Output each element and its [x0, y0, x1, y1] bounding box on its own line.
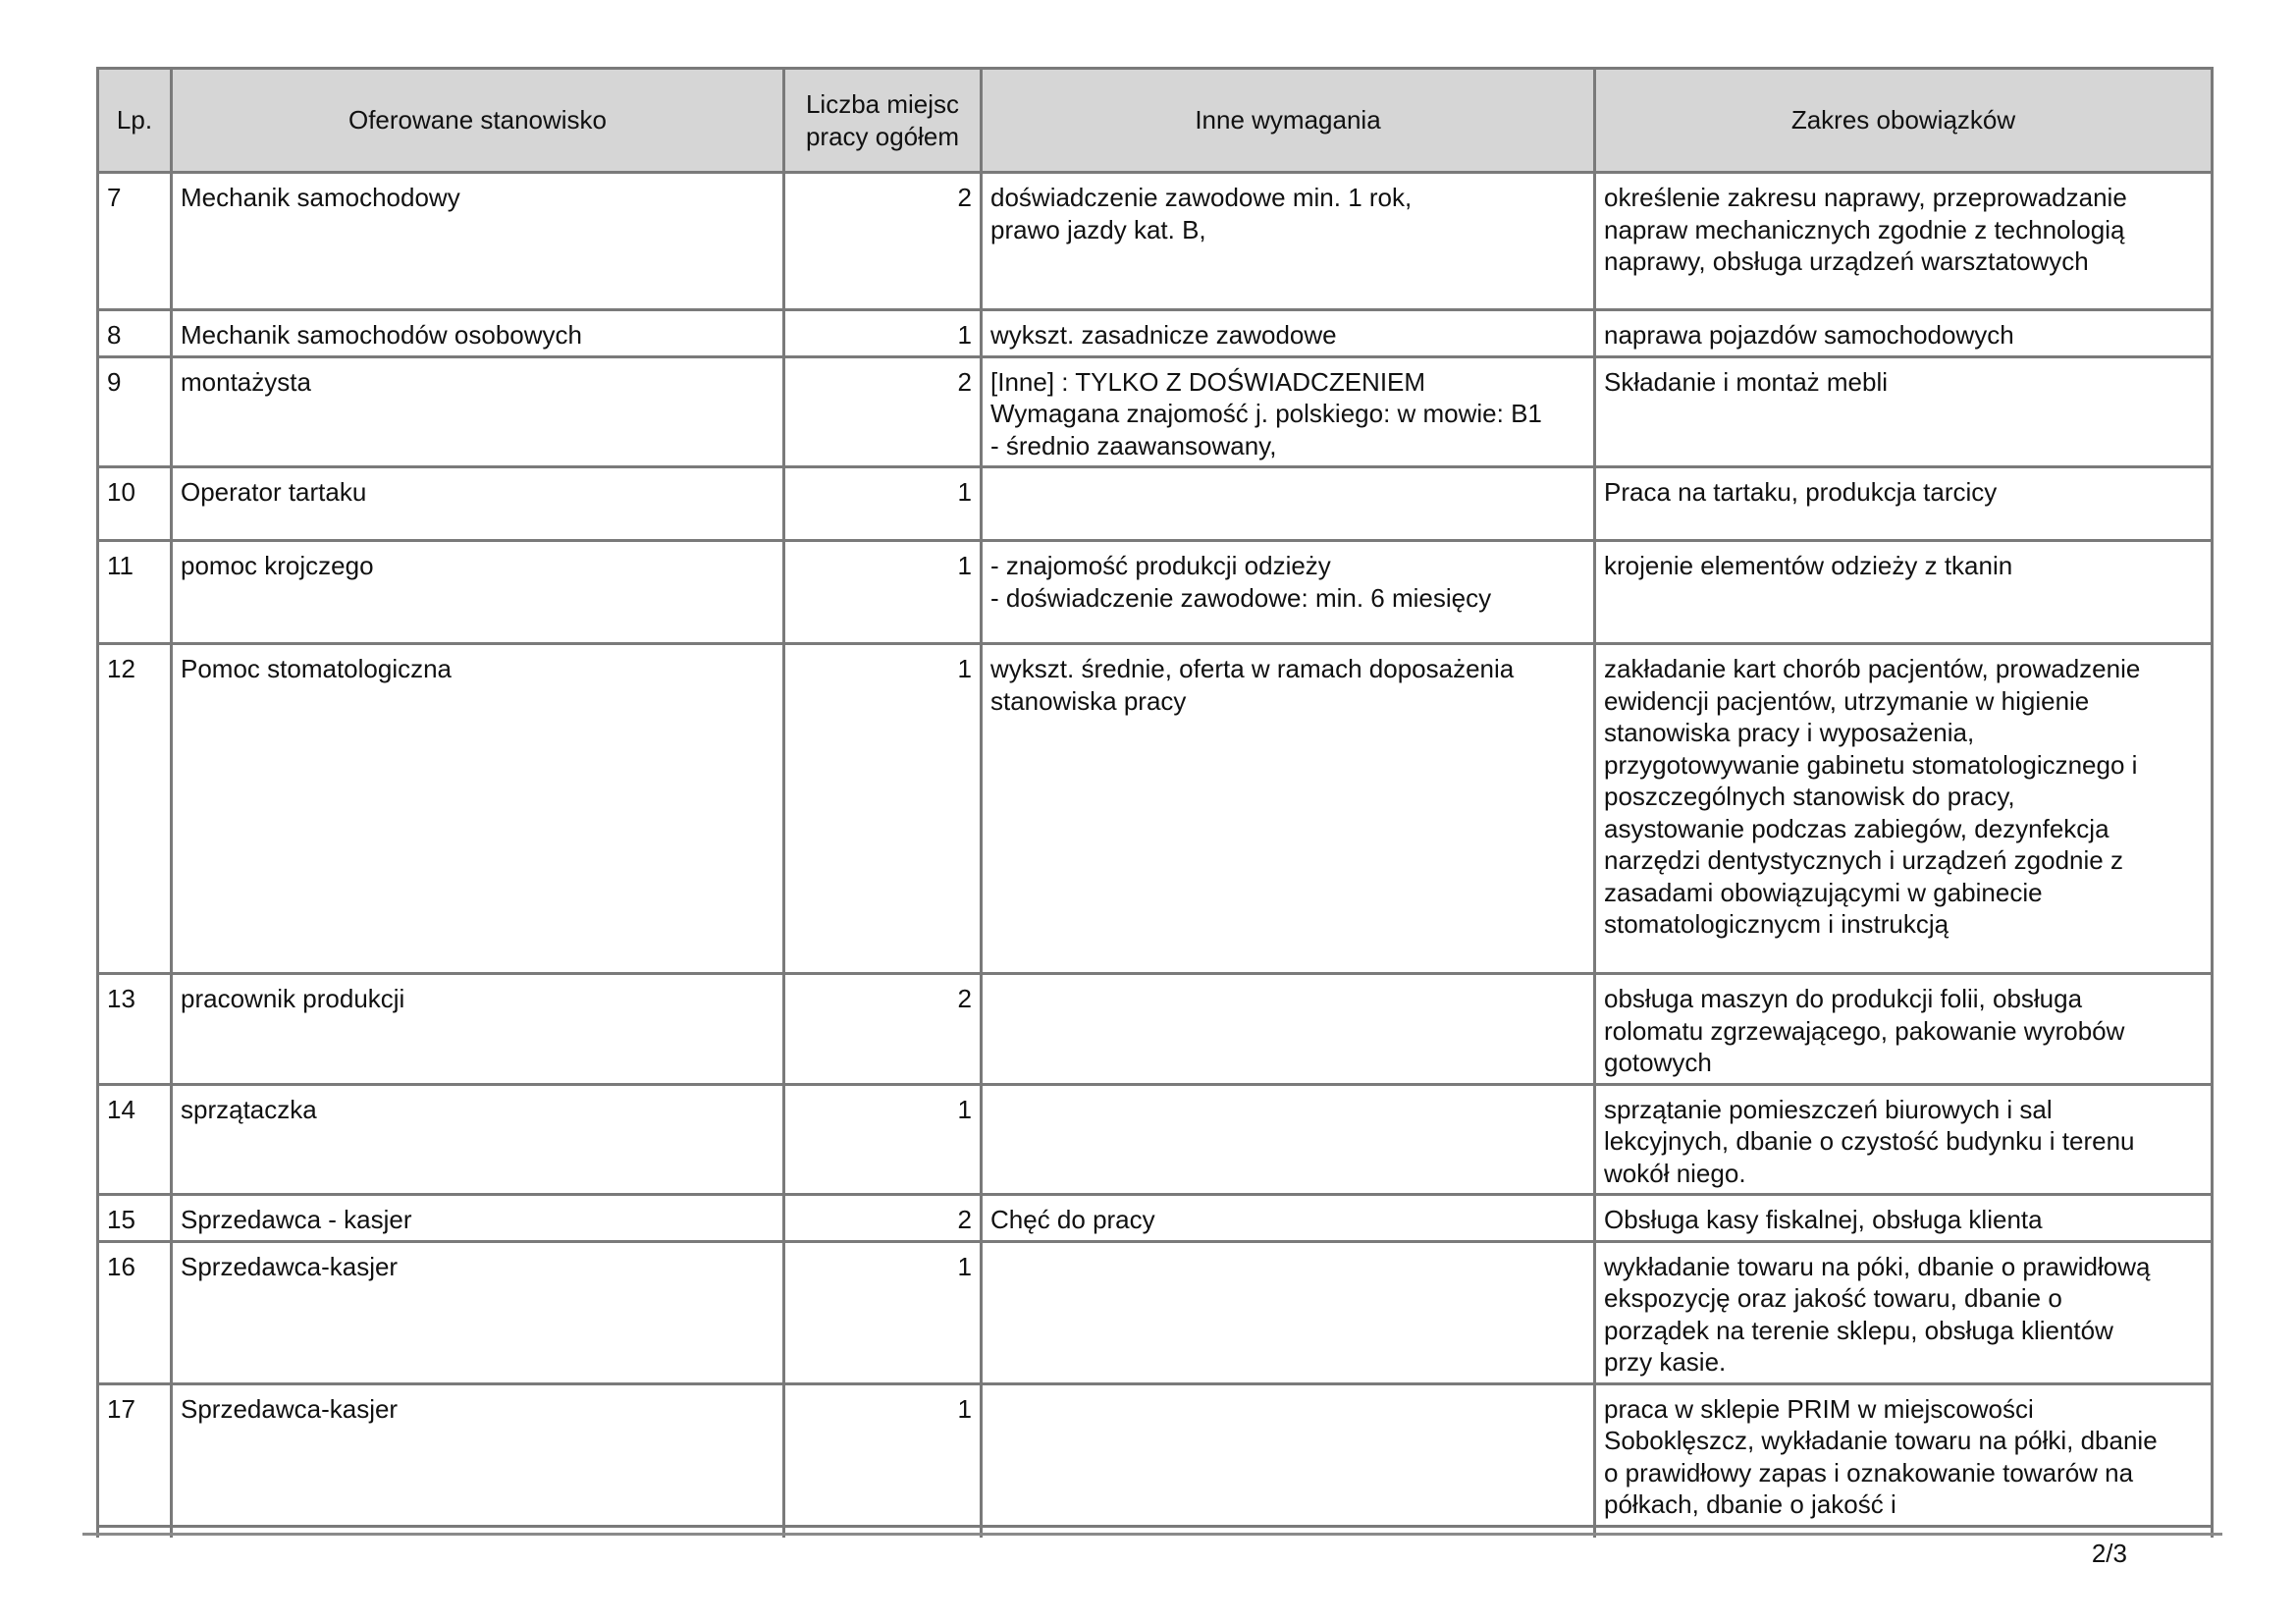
header-count: Liczba miejsc pracy ogółem	[784, 69, 982, 173]
cell-lp: 10	[98, 467, 172, 541]
cell-duties: sprzątanie pomieszczeń biurowych i sal lekcyjnych, dbanie o czystość budynku i terenu wokół niego.	[1595, 1084, 2213, 1195]
cell-position: Sprzedawca-kasjer	[172, 1383, 784, 1526]
cell-count: 1	[784, 310, 982, 357]
table-row	[98, 467, 2213, 541]
cell-position: Mechanik samochodów osobowych	[172, 310, 784, 357]
cell-position: Sprzedawca - kasjer	[172, 1195, 784, 1242]
cell-count: 1	[784, 1241, 982, 1383]
cell-requirements: wykszt. zasadnicze zawodowe	[982, 310, 1595, 357]
table-row	[98, 1195, 2213, 1242]
cell-position: pomoc krojczego	[172, 541, 784, 644]
cell-requirements	[982, 974, 1595, 1085]
header-requirements: Inne wymagania	[982, 69, 1595, 173]
cell-position: pracownik produkcji	[172, 974, 784, 1085]
cell-lp: 13	[98, 974, 172, 1085]
cell-count: 1	[784, 467, 982, 541]
cell-position: sprzątaczka	[172, 1084, 784, 1195]
header-duties: Zakres obowiązków	[1595, 69, 2213, 173]
cell-requirements	[982, 1084, 1595, 1195]
table-row	[98, 1241, 2213, 1383]
cell-requirements: Chęć do pracy	[982, 1195, 1595, 1242]
cell-lp: 8	[98, 310, 172, 357]
cell-lp: 17	[98, 1383, 172, 1526]
job-offers-table	[96, 67, 2214, 1538]
cell-position: Sprzedawca-kasjer	[172, 1241, 784, 1383]
page-number: 2/3	[2091, 1539, 2127, 1568]
cell-duties: wykładanie towaru na póki, dbanie o prawidłową ekspozycję oraz jakość towaru, dbanie o porządek na terenie sklepu, obsługa klientów przy kasie.	[1595, 1241, 2213, 1383]
table-row	[98, 356, 2213, 467]
cell-requirements: - znajomość produkcji odzieży - doświadczenie zawodowe: min. 6 miesięcy	[982, 541, 1595, 644]
cell-lp: 7	[98, 173, 172, 310]
cell-requirements: [Inne] : TYLKO Z DOŚWIADCZENIEM Wymagana znajomość j. polskiego: w mowie: B1 - średnio zaawansowany,	[982, 356, 1595, 467]
cell-duties: określenie zakresu naprawy, przeprowadzanie napraw mechanicznych zgodnie z technologią naprawy, obsługa urządzeń warsztatowych	[1595, 173, 2213, 310]
cell-position: Operator tartaku	[172, 467, 784, 541]
cell-requirements: doświadczenie zawodowe min. 1 rok, prawo jazdy kat. B,	[982, 173, 1595, 310]
cell-duties: Praca na tartaku, produkcja tarcicy	[1595, 467, 2213, 541]
cell-position: montażysta	[172, 356, 784, 467]
cell-lp: 14	[98, 1084, 172, 1195]
table-row	[98, 310, 2213, 357]
table-row	[98, 541, 2213, 644]
footer-divider	[82, 1533, 2222, 1536]
cell-count: 1	[784, 1383, 982, 1526]
cell-duties: zakładanie kart chorób pacjentów, prowadzenie ewidencji pacjentów, utrzymanie w higienie stanowiska pracy i wyposażenia, przygotowywanie gabinetu stomatologicznego i poszczególnych stanowisk do pracy, asystowanie podczas zabiegów, dezynfekcja narzędzi dentystycznych i urządzeń zgodnie z zasadami obowiązującymi w gabinecie stomatologicznycm i instrukcją	[1595, 644, 2213, 974]
cell-position: Mechanik samochodowy	[172, 173, 784, 310]
cell-duties: obsługa maszyn do produkcji folii, obsługa rolomatu zgrzewającego, pakowanie wyrobów gotowych	[1595, 974, 2213, 1085]
cell-count: 2	[784, 356, 982, 467]
header-lp: Lp.	[98, 69, 172, 173]
table-row	[98, 1084, 2213, 1195]
cell-count: 2	[784, 974, 982, 1085]
table-row	[98, 173, 2213, 310]
cell-count: 2	[784, 1195, 982, 1242]
header-position: Oferowane stanowisko	[172, 69, 784, 173]
table-row	[98, 644, 2213, 974]
cell-duties: praca w sklepie PRIM w miejscowości Soboklęszcz, wykładanie towaru na półki, dbanie o prawidłowy zapas i oznakowanie towarów na półkach, dbanie o jakość i	[1595, 1383, 2213, 1526]
cell-requirements	[982, 1383, 1595, 1526]
cell-lp: 16	[98, 1241, 172, 1383]
table-row	[98, 974, 2213, 1085]
cell-count: 1	[784, 541, 982, 644]
cell-lp: 12	[98, 644, 172, 974]
cell-count: 2	[784, 173, 982, 310]
cell-duties: Składanie i montaż mebli	[1595, 356, 2213, 467]
cell-position: Pomoc stomatologiczna	[172, 644, 784, 974]
cell-lp: 15	[98, 1195, 172, 1242]
cell-count: 1	[784, 644, 982, 974]
table-row	[98, 1383, 2213, 1526]
table-continuation-row	[98, 1526, 2213, 1538]
cell-lp: 9	[98, 356, 172, 467]
cell-requirements: wykszt. średnie, oferta w ramach doposażenia stanowiska pracy	[982, 644, 1595, 974]
cell-lp: 11	[98, 541, 172, 644]
cell-duties: Obsługa kasy fiskalnej, obsługa klienta	[1595, 1195, 2213, 1242]
cell-requirements	[982, 467, 1595, 541]
cell-requirements	[982, 1241, 1595, 1383]
cell-count: 1	[784, 1084, 982, 1195]
table-header-row	[98, 69, 2213, 173]
cell-duties: naprawa pojazdów samochodowych	[1595, 310, 2213, 357]
cell-duties: krojenie elementów odzieży z tkanin	[1595, 541, 2213, 644]
